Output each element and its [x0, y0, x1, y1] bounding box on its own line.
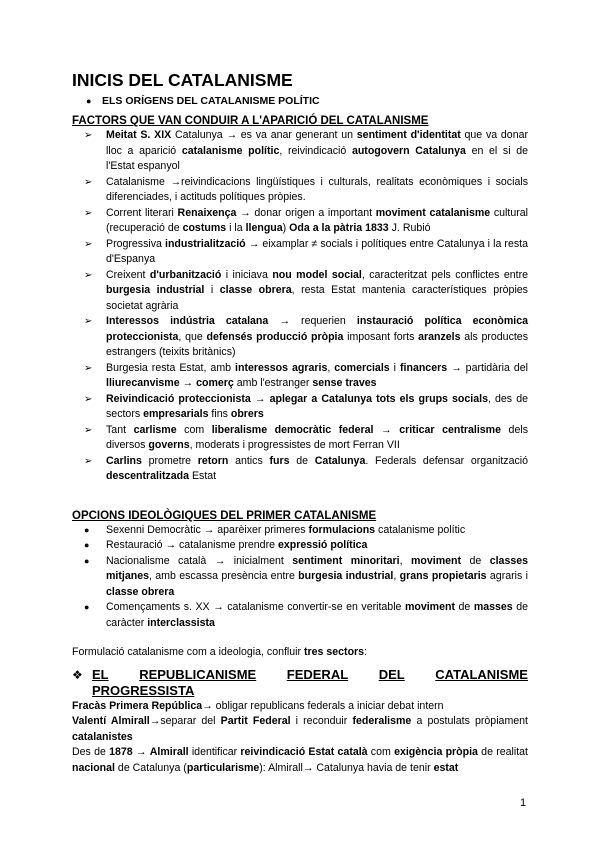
bullet-dot-icon: ●: [86, 96, 92, 106]
text-run: i la: [226, 222, 246, 234]
bold-run: masses: [473, 601, 513, 613]
text-run: ,: [399, 554, 411, 567]
heading-word: CATALANISME: [435, 666, 528, 682]
bold-run: formulacions: [308, 523, 376, 536]
bold-run: costums: [182, 222, 227, 234]
bold-run: reivindicació Estat català: [240, 746, 368, 758]
opcio-list-item: [72, 523, 528, 539]
text-run: de: [455, 601, 474, 613]
bold-run: Almirall: [149, 746, 189, 758]
bold-run: Partit Federal: [220, 715, 291, 727]
text-run: i iniciava: [221, 268, 273, 281]
arrow-bullet-icon: ➢: [84, 130, 93, 141]
bold-run: instauració política econòmica proteccionista: [106, 315, 528, 343]
text-run: que va donar lloc a aparició: [106, 129, 529, 157]
text-run: de Catalunya (: [114, 761, 187, 774]
text-run: , que: [178, 330, 207, 343]
factor-list-item: [72, 392, 528, 423]
text-run: antics: [228, 454, 270, 467]
heading-word: REPUBLICANISME: [139, 666, 257, 682]
text-run: a postulats pròpiament: [411, 715, 528, 727]
text-run: dels diversos: [106, 423, 528, 451]
factor-list-item: [72, 454, 528, 485]
bold-run: burgesia industrial: [106, 284, 205, 296]
text-run: , resta Estat mantenia característiques pròpies societat agrària: [106, 284, 528, 312]
factor-list-item: [72, 175, 528, 206]
text-run: ): [282, 222, 290, 234]
bold-run: d'urbanització: [149, 268, 222, 281]
text-run: als productes estrangers (teixits britànics): [106, 330, 528, 358]
text-run: Començaments s. XX → catalanisme convertir-se en veritable: [106, 601, 405, 613]
list-item-text: [106, 523, 528, 539]
text-run: identificar: [188, 746, 241, 758]
bullet-dot-icon: ●: [84, 540, 90, 550]
text-run: , moderats i progressistes de mort Ferran VII: [189, 439, 400, 451]
bold-run: moviment: [404, 601, 455, 613]
text-run: Des de: [72, 746, 110, 758]
text-run: fins: [208, 408, 231, 420]
text-run: →separar del: [149, 715, 221, 727]
arrow-bullet-icon: ➢: [84, 455, 93, 467]
text-run: i reconduir: [290, 715, 353, 727]
text-run: Creixent: [106, 268, 150, 281]
bold-run: Renaixença: [177, 206, 237, 219]
list-item-text: [106, 175, 528, 206]
bold-run: interclassista: [147, 616, 215, 629]
list-item-text: [106, 206, 528, 237]
bold-run: expressió política: [277, 539, 368, 551]
bold-run: sentiment d'identitat: [356, 129, 461, 141]
text-run: → obligar republicans federals a iniciar debat intern: [202, 699, 444, 712]
text-run: Catalunya → es va anar generant un: [171, 129, 357, 141]
opcio-list-item: [72, 554, 528, 601]
page-number: 1: [520, 797, 527, 809]
text-run: en el si de l'Estat espanyol: [106, 144, 528, 172]
heading-word: EL: [92, 666, 109, 682]
text-run: Burgesia resta Estat, amb: [106, 361, 236, 374]
bold-run: Fracàs Primera República: [72, 699, 203, 712]
bold-run: moviment catalanisme: [375, 206, 491, 219]
bold-run: classe obrera: [106, 585, 175, 598]
bold-run: grans propietaris: [399, 570, 487, 582]
bold-run: sentiment minoritari: [292, 554, 400, 567]
bold-run: nou model social: [272, 268, 362, 281]
page-content: [72, 70, 528, 776]
bullet-dot-icon: ●: [84, 524, 90, 535]
list-item-text: [106, 361, 528, 392]
bold-run: llengua: [245, 222, 283, 234]
arrow-bullet-icon: ➢: [84, 269, 93, 281]
bold-run: catalanisme polític: [181, 144, 280, 157]
opcions-list: [72, 523, 528, 632]
bold-run: carlisme: [133, 423, 177, 436]
subtitle-text: ELS ORÍGENS DEL CATALANISME POLÍTIC: [102, 95, 320, 107]
text-run: Formulació catalanisme com a ideologia, confluir: [72, 646, 304, 658]
bold-run: liberalisme democràtic federal: [211, 423, 374, 436]
factor-list-item: [72, 206, 528, 237]
factor-list-item: [72, 314, 528, 361]
text-run: , reivindicació: [279, 144, 352, 157]
text-run: , des de sectors: [106, 392, 528, 420]
text-run: Corrent literari: [106, 206, 178, 219]
arrow-bullet-icon: ➢: [84, 393, 93, 405]
factor-list-item: [72, 268, 528, 315]
section-heading-republicanisme: [72, 667, 528, 699]
text-run: Sexenni Democràtic → aparèixer primeres: [106, 523, 309, 536]
text-run: J. Rubió: [388, 222, 431, 234]
factors-list: [72, 128, 528, 485]
bold-run: industrialització: [165, 237, 246, 250]
text-run: de realitat: [477, 746, 528, 758]
bold-run: catalanistes: [72, 730, 133, 743]
bold-run: classe obrera: [219, 284, 292, 296]
text-run: → donar origen a important: [236, 206, 376, 219]
list-item-text: [106, 554, 528, 601]
bold-run: aplegar a Catalunya tots els grups socials: [269, 392, 488, 405]
bullet-dot-icon: ●: [84, 555, 90, 566]
text-run: →: [132, 746, 150, 758]
text-run: de: [289, 454, 315, 467]
bold-run: empresarials: [143, 408, 209, 420]
bold-run: descentralitzada: [106, 470, 190, 482]
bold-run: obrers: [230, 408, 264, 420]
list-item-text: [106, 237, 528, 268]
arrow-bullet-icon: ➢: [84, 424, 93, 436]
text-run: :: [364, 646, 368, 658]
text-run: →: [250, 392, 270, 405]
bold-run: autogovern Catalunya: [351, 144, 466, 157]
bold-run: tres sectors: [304, 646, 365, 658]
bold-run: particularisme: [186, 761, 260, 774]
bold-run: governs: [148, 439, 190, 451]
text-run: ,: [327, 361, 335, 374]
opcio-list-item: [72, 600, 528, 631]
bold-run: financers: [400, 361, 448, 374]
bold-run: exigència pròpia: [394, 746, 478, 758]
bold-run: Carlins: [106, 454, 142, 467]
text-run: , amb escassa presència entre: [148, 570, 299, 582]
bold-run: comerç: [196, 377, 234, 389]
bold-run: interessos agraris: [235, 361, 328, 374]
bold-run: Interessos indústria catalana: [106, 315, 269, 327]
text-run: → eixamplar ≠ socials i polítiques entre Catalunya i la resta d'Espanya: [106, 237, 528, 265]
republicanisme-paragraphs: [72, 699, 528, 777]
bold-run: lliurecanvisme: [106, 377, 180, 389]
bold-run: Meitat S. XIX: [106, 129, 172, 141]
arrow-bullet-icon: ➢: [84, 207, 93, 219]
bold-run: comercials: [334, 361, 390, 374]
list-item-text: [106, 600, 528, 631]
text-run: Restauració → catalanisme prendre: [106, 539, 278, 551]
text-run: . Federals defensar organització: [365, 454, 529, 467]
paragraph: [72, 745, 528, 776]
bold-run: federalisme: [352, 715, 412, 727]
bold-run: nacional: [72, 761, 115, 774]
bold-run: burgesia industrial: [298, 570, 394, 582]
bold-run: criticar centralisme: [399, 423, 501, 436]
arrow-bullet-icon: ➢: [84, 362, 93, 374]
bold-run: Valentí Almirall: [72, 715, 150, 727]
text-run: catalanisme polític: [375, 523, 466, 536]
text-run: com: [367, 746, 395, 758]
text-run: ): Almirall→ Catalunya havia de tenir: [259, 761, 434, 774]
heading-word: DEL: [378, 666, 405, 682]
list-item-text: [106, 538, 528, 554]
text-run: ,: [393, 570, 400, 582]
text-run: imposant forts: [343, 330, 419, 343]
text-run: , caracteritzat pels conflictes entre: [361, 268, 529, 281]
text-run: → partidària del: [447, 361, 528, 374]
page-title: INICIS DEL CATALANISME: [72, 70, 293, 90]
heading-word: PROGRESSISTA: [92, 682, 195, 698]
text-run: amb l'estranger: [233, 377, 313, 389]
factor-list-item: [72, 128, 528, 175]
text-run: Nacionalisme català → inicialment: [106, 554, 293, 567]
text-run: agraris i: [486, 570, 528, 582]
bold-run: defensés producció pròpia: [206, 330, 344, 343]
bullet-dot-icon: ●: [84, 602, 90, 612]
arrow-bullet-icon: ➢: [84, 238, 93, 250]
text-run: de caràcter: [106, 601, 528, 629]
bold-run: estat: [433, 761, 459, 774]
list-item-text: [106, 314, 528, 361]
text-run: → requerien: [268, 315, 357, 327]
factor-list-item: [72, 361, 528, 392]
list-item-text: [106, 454, 528, 485]
bold-run: 1878: [109, 746, 133, 758]
heading-word: FEDERAL: [286, 666, 349, 682]
paragraph: [72, 714, 528, 745]
arrow-bullet-icon: ➢: [84, 316, 93, 327]
formulacio-paragraph: [72, 645, 528, 661]
text-run: →: [179, 377, 197, 389]
bold-run: moviment: [411, 554, 462, 567]
section-heading-opcions: OPCIONS IDEOLÒGIQUES DEL PRIMER CATALANISME: [72, 509, 377, 522]
bold-run: classes mitjanes: [106, 554, 529, 582]
bold-run: sense traves: [312, 377, 377, 389]
bold-run: Catalunya: [314, 454, 366, 467]
text-run: com: [176, 423, 212, 436]
list-item-text: [106, 392, 528, 423]
arrow-bullet-icon: ➢: [84, 176, 93, 188]
bold-run: retorn: [197, 454, 229, 467]
text-run: prometre: [141, 454, 198, 467]
list-item-text: [106, 128, 528, 175]
text-run: Progressiva: [106, 237, 166, 250]
list-item-text: [106, 268, 528, 315]
bold-run: Oda a la pàtria 1833: [289, 222, 389, 234]
bold-run: aranzels: [418, 330, 461, 343]
text-run: i: [204, 284, 220, 296]
paragraph: [72, 699, 528, 715]
opcio-list-item: [72, 538, 528, 554]
text-run: i: [389, 361, 400, 374]
bold-run: Reivindicació proteccionista: [106, 392, 251, 405]
bold-run: furs: [269, 454, 290, 467]
text-run: →: [373, 423, 400, 436]
text-run: Catalanisme →reivindicacions lingüístiques i culturals, realitats econòmiques i socials diferenciades, i actituds polítiques pròpies.: [106, 175, 528, 203]
diamond-bullet-icon: ❖: [72, 667, 83, 682]
list-item-text: [106, 423, 528, 454]
factor-list-item: [72, 237, 528, 268]
factor-list-item: [72, 423, 528, 454]
text-run: cultural (recuperació de: [106, 206, 528, 234]
subtitle-bullet: [86, 94, 528, 108]
section-heading-factors: FACTORS QUE VAN CONDUIR A L'APARICIÓ DEL CATALANISME: [72, 115, 429, 127]
text-run: Estat: [189, 470, 217, 482]
text-run: de: [461, 554, 490, 567]
text-run: Tant: [106, 423, 134, 436]
